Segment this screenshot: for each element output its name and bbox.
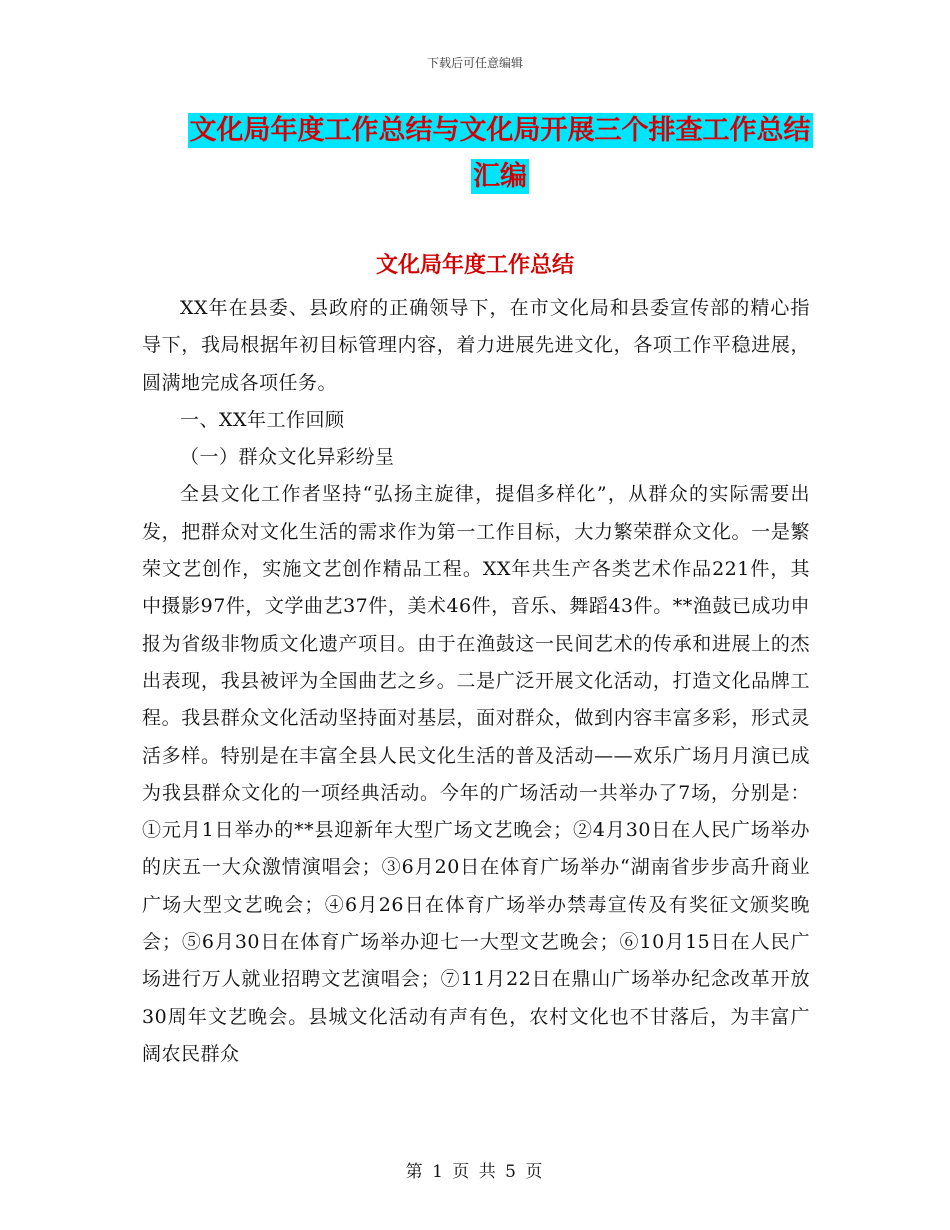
paragraph-mass-culture: 全县文化工作者坚持“弘扬主旋律，提倡多样化”，从群众的实际需要出发，把群众对文化生活的需求作为第一工作目标，大力繁荣群众文化。一是繁荣文艺创作，实施文艺创作精品工程。XX年共生产各类艺术作品221件，其中摄影97件，文学曲艺37件，美术46件，音乐、舞蹈43件。**渔鼓已成功申报为省级非物质文化遗产项目。由于在渔鼓这一民间艺术的传承和进展上的杰出表现，我县被评为全国曲艺之乡。二是广泛开展文化活动，打造文化品牌工程。我县群众文化活动坚持面对基层，面对群众，做到内容丰富多彩，形式灵活多样。特别是在丰富全县人民文化生活的普及活动——欢乐广场月月演已成为我县群众文化的一项经典活动。今年的广场活动一共举办了7场，分别是：①元月1日举办的**县迎新年大型广场文艺晚会；②4月30日在人民广场举办的庆五一大众激情演唱会；③6月20日在体育广场举办“湖南省步步高升商业广场大型文艺晚会；④6月26日在体育广场举办禁毒宣传及有奖征文颁奖晚会；⑤6月30日在体育广场举办迎七一大型文艺晚会；⑥10月15日在人民广场进行万人就业招聘文艺演唱会；⑦11月22日在鼎山广场举办纪念改革开放30周年文艺晚会。县城文化活动有声有色，农村文化也不甘落后，为丰富广阔农民群众 <box>142 483 810 1065</box>
header-note: 下载后可任意编辑 <box>426 56 523 70</box>
paragraph-intro: XX年在县委、县政府的正确领导下，在市文化局和县委宣传部的精心指导下，我局根据年初目标管理内容，着力进展先进文化，各项工作平稳进展，圆满地完成各项任务。 <box>142 297 810 394</box>
document-title <box>140 108 860 200</box>
document-title-line1: 文化局年度工作总结与文化局开展三个排查工作总结 <box>189 115 811 146</box>
subheading-mass-culture: （一）群众文化异彩纷呈 <box>180 446 395 469</box>
section-title: 文化局年度工作总结 <box>375 253 574 278</box>
document-title-line2: 汇编 <box>473 161 527 192</box>
document-body <box>142 290 810 1073</box>
heading-review: 一、XX年工作回顾 <box>180 408 345 431</box>
page-footer: 第 1 页 共 5 页 <box>405 1162 545 1182</box>
